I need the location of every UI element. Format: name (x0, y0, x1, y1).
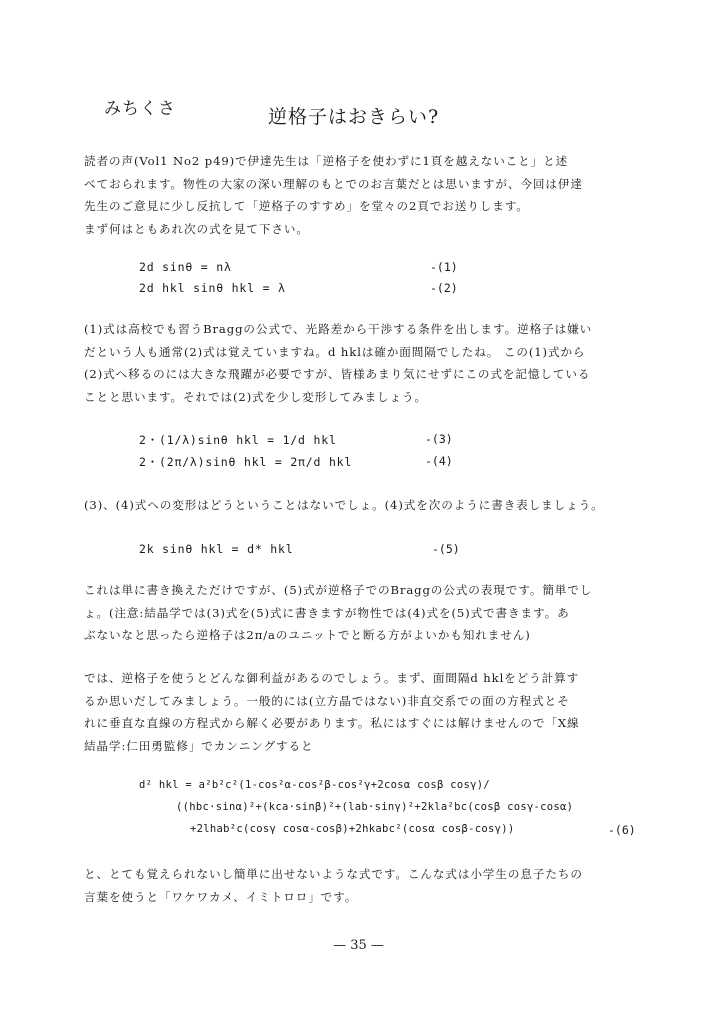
article-title: 逆格子はおきらい? (268, 106, 440, 128)
text-line: これは単に書き換えただけですが、(5)式が逆格子でのBraggの公式の表現です。簡単でし (84, 583, 593, 597)
text-line: だという人も通常(2)式は覚えていますね。d hklは確か面間隔でしたね。 この(1)式から (84, 344, 586, 359)
text-line: 結晶学:仁田勇監修」でカンニングすると (84, 738, 314, 753)
equation-6-label: -(6) (608, 823, 636, 837)
text-line: 先生のご意見に少し反抗して「逆格子のすすめ」を堂々の2頁でお送りします。 (84, 199, 529, 213)
equation-6-line-3: +2lhab²c(cosγ cosα-cosβ)+2hkabc²(cosα cosβ-cosγ)) (190, 823, 515, 835)
equation-5: 2k sinθ hkl = d* hkl (139, 542, 294, 556)
text-line: べておられます。物性の大家の深い理解のもとでのお言葉だとは思いますが、今回は伊達 (84, 176, 583, 191)
paragraph-spacing (84, 667, 644, 757)
paragraph-bragg (84, 318, 644, 408)
text-line: と、とても覚えられないし簡単に出せないような式です。こんな式は小学生の息子たちの (84, 867, 583, 881)
text-line: (3)、(4)式への変形はどうということはないでしょ。(4)式を次のように書き表しましょう。 (84, 498, 604, 512)
page-number: — 35 — (333, 938, 384, 953)
equation-3-label: -(3) (425, 432, 453, 446)
text-line: るか思いだしてみましょう。一般的には(立方晶ではない)非直交系での面の方程式とそ (84, 693, 570, 708)
text-line: (2)式へ移るのには大きな飛躍が必要ですが、皆様あまり気にせずにこの式を記憶している (84, 367, 591, 381)
text-line: 読者の声(Vol1 No2 p49)で伊達先生は「逆格子を使わずに1頁を越えないこと」と述 (84, 154, 569, 168)
equation-5-label: -(5) (432, 542, 460, 556)
equation-6-line-1: d² hkl = a²b²c²(1-cos²α-cos²β-cos²γ+2cosα cosβ cosγ)/ (139, 779, 490, 791)
paragraph-intro (84, 150, 644, 240)
text-line: ょ。(注意:結晶学では(3)式を(5)式に書きますが物性では(4)式を(5)式で書きます。あ (84, 605, 570, 620)
equation-6-line-2: ((hbc·sinα)²+(kca·sinβ)²+(lab·sinγ)²+2kla²bc(cosβ cosγ-cosα) (176, 801, 574, 813)
equation-2-label: -(2) (430, 281, 458, 295)
equation-1: 2d sinθ = nλ (139, 260, 232, 274)
text-line: (1)式は高校でも習うBraggの公式で、光路差から干渉する条件を出します。逆格子は嫌い (84, 322, 593, 336)
paragraph-reciprocal-bragg (84, 579, 644, 647)
equation-1-label: -(1) (430, 260, 458, 274)
paragraph-conclusion (84, 863, 644, 908)
text-line: 言葉を使うと「ワケワカメ、イミトロロ」です。 (84, 889, 358, 904)
text-line: れに垂直な直線の方程式から解く必要があります。私にはすぐには解けませんので「X線 (84, 716, 580, 730)
equation-2: 2d hkl sinθ hkl = λ (139, 281, 286, 295)
text-line: ことと思います。それでは(2)式を少し変形してみましょう。 (84, 389, 428, 404)
text-line: まず何はともあれ次の式を見て下さい。 (84, 221, 309, 236)
text-line: では、逆格子を使うとどんな御利益があるのでしょう。まず、面間隔d hklをどう計算す (84, 671, 580, 685)
equation-4-label: -(4) (425, 454, 453, 468)
paragraph-transform (84, 494, 664, 517)
equation-4: 2・(2π/λ)sinθ hkl = 2π/d hkl (139, 455, 353, 469)
column-label: みちくさ (104, 99, 176, 119)
equation-3: 2・(1/λ)sinθ hkl = 1/d hkl (139, 433, 337, 447)
text-line: ぶないなと思ったら逆格子は2π/aのユニットでと断る方がよいかも知れません) (84, 628, 531, 642)
